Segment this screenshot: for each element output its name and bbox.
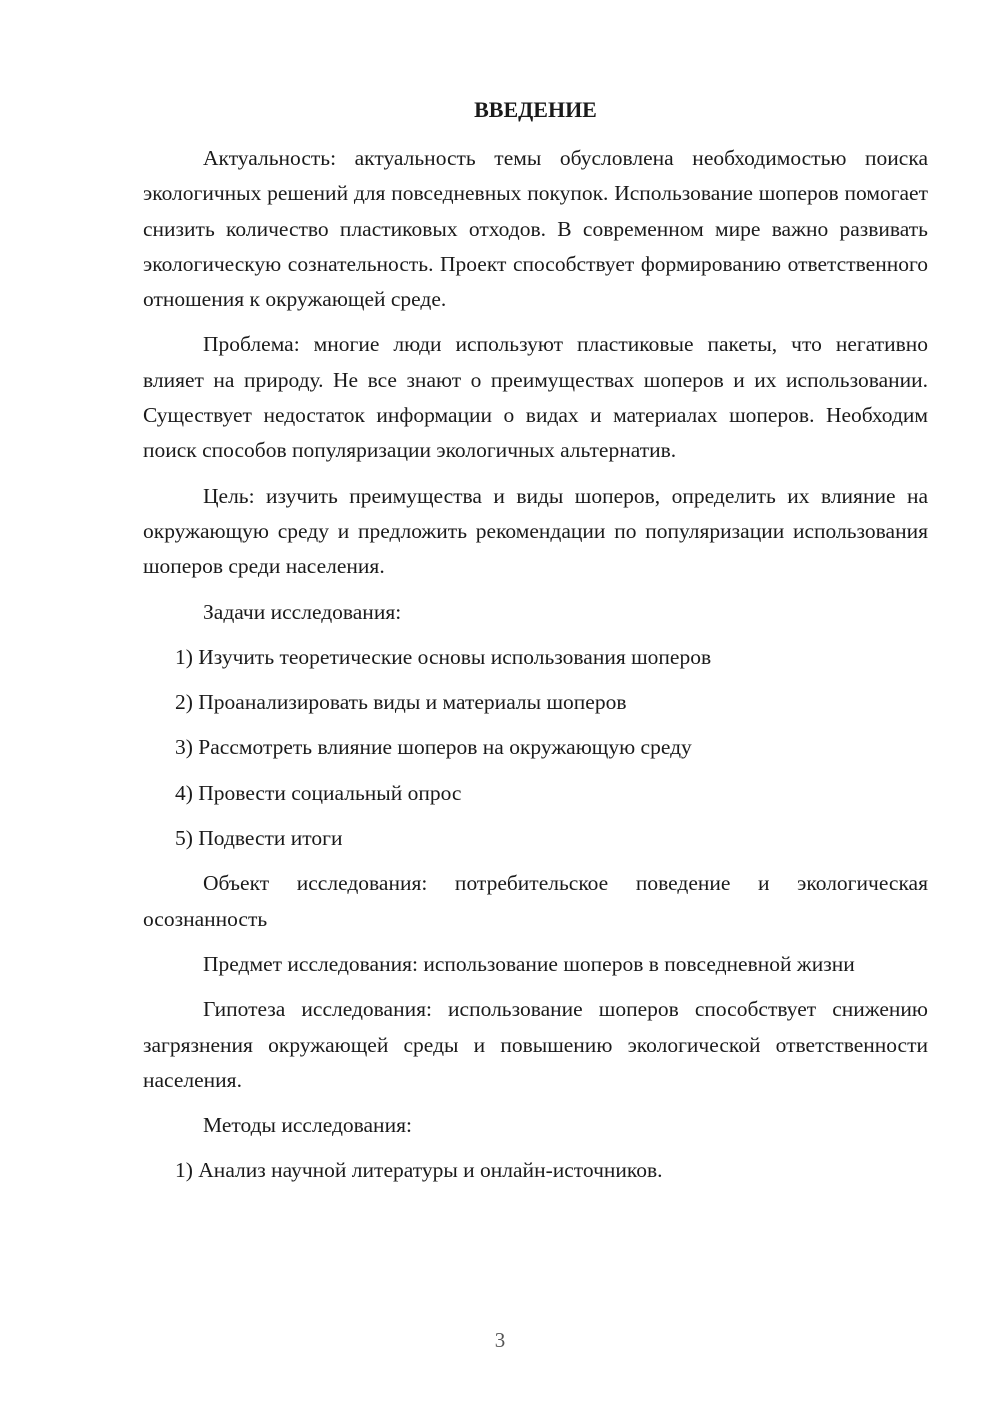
page-title: ВВЕДЕНИЕ (474, 97, 597, 122)
tasks-heading: Задачи исследования: (203, 599, 402, 624)
page-number: 3 (494, 1328, 506, 1352)
task-item-4: 4) Провести социальный опрос (175, 780, 462, 805)
paragraph-subject: Предмет исследования: использование шоперов в повседневной жизни (203, 951, 855, 976)
method-item-1: 1) Анализ научной литературы и онлайн-источников. (175, 1158, 663, 1183)
methods-heading: Методы исследования: (203, 1113, 412, 1138)
paragraph-object: Объект исследования: потребительское поведение и экологическая осознанность (143, 871, 928, 931)
task-item-5: 5) Подвести итоги (175, 826, 343, 851)
task-item-1: 1) Изучить теоретические основы использования шоперов (175, 644, 712, 669)
paragraph-problem: Проблема: многие люди используют пластиковые пакеты, что негативно влияет на природу. Не все знают о преимуществах шоперов и их использовании. Существует недостаток информации о видах и материалах шоперов. Необходим поиск способов популяризации экологичных альтернатив. (143, 332, 928, 463)
task-item-3: 3) Рассмотреть влияние шоперов на окружающую среду (175, 735, 692, 760)
task-item-2: 2) Проанализировать виды и материалы шоперов (175, 690, 627, 715)
paragraph-hypothesis: Гипотеза исследования: использование шоперов способствует снижению загрязнения окружающей среды и повышению экологической ответственности населения. (143, 997, 928, 1092)
paragraph-relevance: Актуальность: актуальность темы обусловлена необходимостью поиска экологичных решений для повседневных покупок. Использование шоперов помогает снизить количество пластиковых отходов. В современном мире важно развивать экологическую сознательность. Проект способствует формированию ответственного отношения к окружающей среде. (143, 146, 928, 312)
paragraph-goal: Цель: изучить преимущества и виды шоперов, определить их влияние на окружающую среду и предложить рекомендации по популяризации использования шоперов среди населения. (143, 483, 928, 579)
document-page (143, 92, 928, 1199)
